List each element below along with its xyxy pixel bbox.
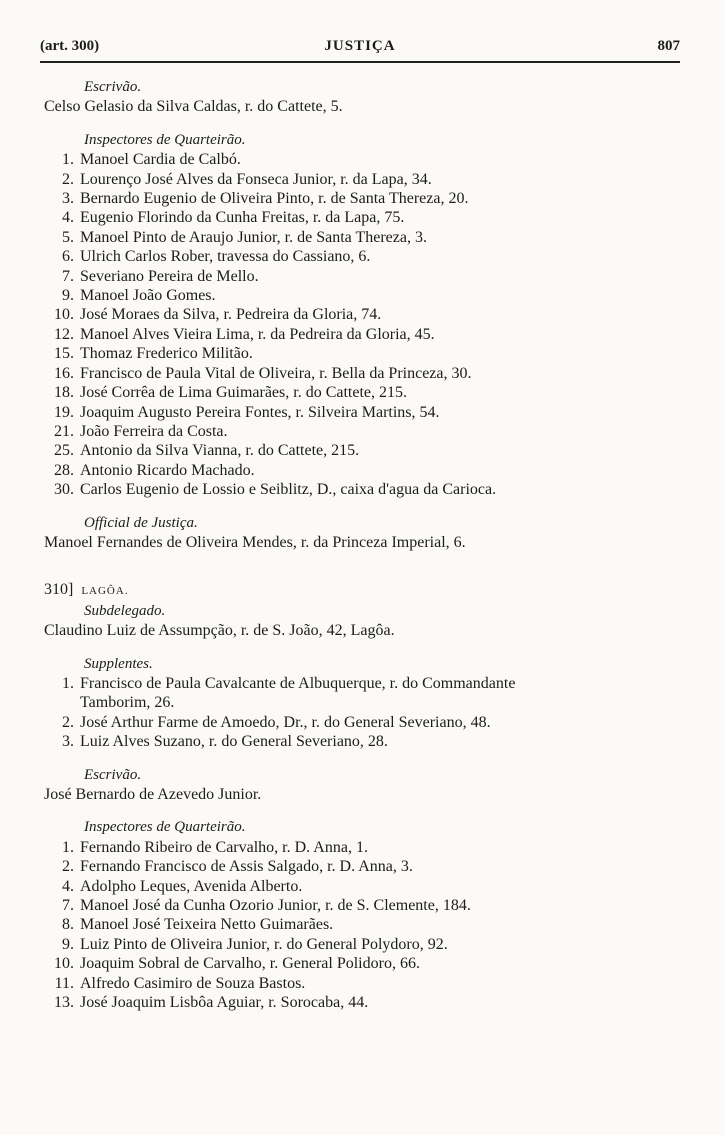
- district-heading: [44, 580, 684, 601]
- item-number: 1.: [62, 674, 74, 692]
- list-item: [44, 732, 684, 751]
- list-item: [44, 422, 684, 441]
- list-item: [44, 713, 684, 732]
- item-number: 1.: [62, 838, 74, 856]
- item-text: José Corrêa de Lima Guimarães, r. do Cattete, 215.: [80, 384, 408, 402]
- header-rule: [40, 61, 680, 63]
- section-inspectores-lagoa: [44, 818, 684, 1012]
- section-inspectores: [44, 131, 684, 500]
- item-number: 2.: [62, 170, 74, 188]
- item-text: Alfredo Casimiro de Souza Bastos.: [80, 974, 306, 992]
- list-item: [44, 480, 684, 499]
- item-number: 3.: [62, 190, 74, 208]
- item-text: Joaquim Sobral de Carvalho, r. General Polidoro, 66.: [80, 955, 420, 973]
- list-item: [44, 857, 684, 876]
- item-text: Manoel João Gomes.: [80, 287, 216, 305]
- inspectores-lagoa-list: [44, 838, 684, 1013]
- item-number: 10.: [54, 955, 74, 973]
- list-item: [44, 974, 684, 993]
- list-item: [44, 896, 684, 915]
- section-escrivao-lagoa: [44, 766, 684, 805]
- item-number: 6.: [62, 248, 74, 266]
- item-text: Joaquim Augusto Pereira Fontes, r. Silveira Martins, 54.: [80, 403, 440, 421]
- entry-text: Manoel Fernandes de Oliveira Mendes, r. da Princeza Imperial, 6.: [44, 533, 466, 551]
- section-escrivao: [44, 78, 684, 117]
- item-text: Fernando Francisco de Assis Salgado, r. D. Anna, 3.: [80, 858, 413, 876]
- item-number: 4.: [62, 209, 74, 227]
- item-text: Manoel José Teixeira Netto Guimarães.: [80, 916, 334, 934]
- item-text: José Moraes da Silva, r. Pedreira da Gloria, 74.: [80, 306, 382, 324]
- item-text: Ulrich Carlos Rober, travessa do Cassiano, 6.: [80, 248, 371, 266]
- item-text: Severiano Pereira de Mello.: [80, 267, 259, 285]
- item-number: 7.: [62, 897, 74, 915]
- item-text: João Ferreira da Costa.: [80, 422, 228, 440]
- item-text: Manoel Alves Vieira Lima, r. da Pedreira da Gloria, 45.: [80, 325, 435, 343]
- item-text: Luiz Pinto de Oliveira Junior, r. do General Polydoro, 92.: [80, 935, 448, 953]
- list-item: [44, 170, 684, 189]
- list-item: [44, 344, 684, 363]
- item-number: 9.: [62, 935, 74, 953]
- item-text: Antonio Ricardo Machado.: [80, 461, 255, 479]
- item-number: 15.: [54, 345, 74, 363]
- item-text: Eugenio Florindo da Cunha Freitas, r. da Lapa, 75.: [80, 209, 405, 227]
- item-number: 30.: [54, 481, 74, 499]
- list-item: [44, 150, 684, 169]
- item-text: Manoel Pinto de Araujo Junior, r. de Santa Thereza, 3.: [80, 228, 427, 246]
- list-item: [44, 838, 684, 857]
- section-heading: Escrivão.: [84, 79, 142, 95]
- list-item: [44, 915, 684, 934]
- list-item: [44, 461, 684, 480]
- section-supplentes: [44, 655, 684, 752]
- item-number: 8.: [62, 916, 74, 934]
- district-number: 310]: [44, 581, 74, 599]
- item-number: 19.: [54, 403, 74, 421]
- item-text: Francisco de Paula Cavalcante de Albuquerque, r. do Commandante: [80, 674, 516, 692]
- list-item: [44, 228, 684, 247]
- section-heading: Inspectores de Quarteirão.: [84, 131, 246, 148]
- item-text: Adolpho Leques, Avenida Alberto.: [80, 877, 303, 895]
- section-heading: Subdelegado.: [84, 602, 166, 619]
- item-number: 13.: [54, 994, 74, 1012]
- item-number: 5.: [62, 228, 74, 246]
- inspectores-list: [44, 150, 684, 499]
- header-article-ref: (art. 300): [40, 38, 100, 54]
- list-item: [44, 935, 684, 954]
- list-item: [44, 954, 684, 973]
- list-item: [44, 267, 684, 286]
- item-text: José Joaquim Lisbôa Aguiar, r. Sorocaba, 44.: [80, 994, 369, 1012]
- section-subdelegado: [44, 602, 684, 641]
- list-item: [44, 674, 684, 693]
- header-title: JUSTIÇA: [324, 38, 396, 54]
- item-continuation: Tamborim, 26.: [80, 694, 175, 712]
- list-item: [44, 247, 684, 266]
- entry-text: Claudino Luiz de Assumpção, r. de S. João, 42, Lagôa.: [44, 622, 395, 640]
- list-item: [44, 383, 684, 402]
- item-number: 12.: [54, 325, 74, 343]
- list-item: [44, 208, 684, 227]
- list-item: [44, 364, 684, 383]
- item-text: Thomaz Frederico Militão.: [80, 345, 253, 363]
- item-number: 16.: [54, 364, 74, 382]
- list-item: [44, 993, 684, 1012]
- item-number: 9.: [62, 287, 74, 305]
- list-item: [44, 325, 684, 344]
- section-heading: Escrivão.: [84, 766, 142, 783]
- item-text: Francisco de Paula Vital de Oliveira, r. Bella da Princeza, 30.: [80, 364, 472, 382]
- section-heading: Inspectores de Quarteirão.: [84, 819, 246, 836]
- item-text: Antonio da Silva Vianna, r. do Cattete, 215.: [80, 442, 360, 460]
- item-text: Manoel José da Cunha Ozorio Junior, r. de S. Clemente, 184.: [80, 897, 471, 915]
- district-name: LAGÔA.: [81, 585, 129, 598]
- item-text: José Arthur Farme de Amoedo, Dr., r. do General Severiano, 48.: [80, 713, 491, 731]
- entry-text: Celso Gelasio da Silva Caldas, r. do Cattete, 5.: [44, 98, 343, 116]
- item-text: Fernando Ribeiro de Carvalho, r. D. Anna, 1.: [80, 838, 368, 856]
- section-heading: Supplentes.: [84, 655, 153, 672]
- entry-text: José Bernardo de Azevedo Junior.: [44, 786, 262, 803]
- item-number: 3.: [62, 733, 74, 751]
- list-item: [44, 286, 684, 305]
- item-number: 25.: [54, 442, 74, 460]
- item-number: 4.: [62, 877, 74, 895]
- list-item: [44, 189, 684, 208]
- item-text: Luiz Alves Suzano, r. do General Severiano, 28.: [80, 733, 388, 751]
- section-official: [44, 514, 684, 553]
- item-number: 28.: [54, 461, 74, 479]
- page-header: [40, 38, 680, 62]
- list-item: [44, 305, 684, 324]
- item-text: Carlos Eugenio de Lossio e Seiblitz, D., caixa d'agua da Carioca.: [80, 481, 497, 499]
- item-number: 18.: [54, 384, 74, 402]
- page-number: 807: [657, 38, 680, 54]
- list-item: [44, 441, 684, 460]
- item-number: 10.: [54, 306, 74, 324]
- item-number: 11.: [54, 974, 74, 992]
- item-number: 2.: [62, 858, 74, 876]
- item-number: 2.: [62, 713, 74, 731]
- section-heading: Official de Justiça.: [84, 514, 198, 531]
- item-number: 1.: [62, 151, 74, 169]
- page-body: [44, 78, 684, 1012]
- supplentes-list: [44, 674, 684, 752]
- item-text: Bernardo Eugenio de Oliveira Pinto, r. de Santa Thereza, 20.: [80, 190, 469, 208]
- list-item: [44, 877, 684, 896]
- list-item: [44, 403, 684, 422]
- item-text: Lourenço José Alves da Fonseca Junior, r. da Lapa, 34.: [80, 170, 432, 188]
- item-number: 7.: [62, 267, 74, 285]
- item-text: Manoel Cardia de Calbó.: [80, 151, 241, 169]
- item-number: 21.: [54, 422, 74, 440]
